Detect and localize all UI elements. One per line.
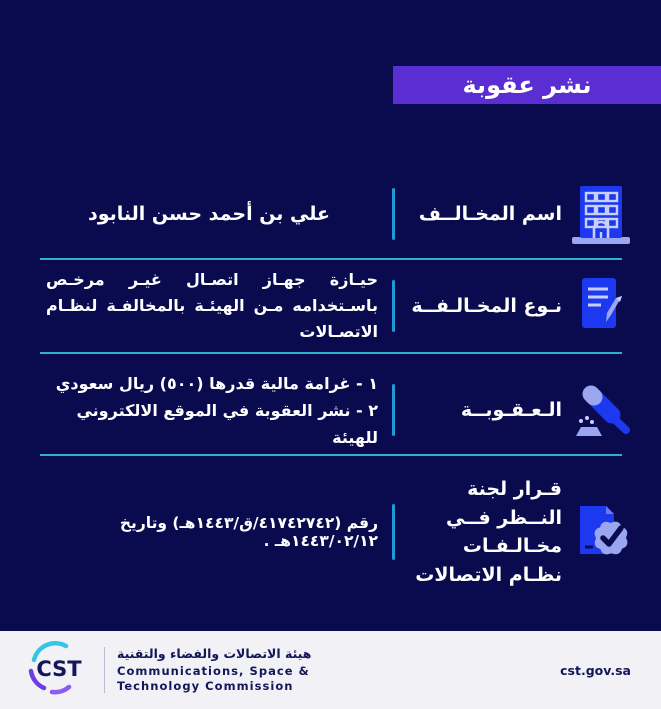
row-separator-line — [392, 384, 395, 436]
horizontal-divider — [40, 352, 622, 354]
row-committee-decision — [40, 462, 640, 602]
row-violator-name — [40, 170, 640, 258]
document-pen-icon — [562, 274, 640, 338]
footer — [0, 631, 661, 709]
website-url: cst.gov.sa — [560, 662, 631, 678]
org-name-english-line2: Technology Commission — [117, 679, 294, 693]
violation-type-value: حيـازة جهـاز اتصـال غيـر مرخـص باسـتخدامه مـن الهيئـة بالمخالفـة لنظـام الاتصـالات — [46, 270, 378, 341]
org-names — [117, 646, 311, 694]
org-name-english-line1: Communications, Space & — [117, 664, 310, 678]
penalty-item-2: ٢ - نشر العقوبة في الموقع الالكتروني للهيئة — [76, 400, 378, 447]
org-name-arabic: هيئة الاتصالات والفضاء والتقنية — [117, 646, 312, 661]
building-icon — [562, 182, 640, 246]
decision-reference-value: رقم (٤١٧٤٢٧٤٢/ق/١٤٤٣هـ) وتاريخ ١٤٤٣/٠٢/١٢هـ . — [119, 514, 378, 550]
footer-logo-divider — [104, 647, 105, 693]
penalty-item-1: ١ - غرامة مالية قدرها (٥٠٠) ريال سعودي — [55, 373, 378, 393]
banner-title: نشر عقوبة — [462, 71, 592, 99]
gavel-icon — [562, 378, 640, 442]
violator-name-value: علي بن أحمد حسن النابود — [87, 203, 331, 225]
row-separator-line — [392, 280, 395, 332]
row-separator-line — [392, 504, 395, 560]
label-violation-type: نـوع المخـالـفــة — [411, 294, 562, 317]
certificate-badge-icon — [562, 500, 640, 564]
label-committee-decision: قـرار لجنة النــظر فــي مخـالـفـات نظـام الاتصالات — [415, 478, 562, 586]
row-violation-type — [40, 260, 640, 352]
penalty-value — [40, 370, 392, 451]
horizontal-divider — [40, 454, 622, 456]
cst-logo-block — [26, 640, 311, 700]
penalty-banner — [393, 66, 661, 104]
row-penalty — [40, 356, 640, 454]
svg-text:CST: CST — [36, 657, 82, 681]
label-penalty: الـعـقـوبــة — [460, 398, 562, 421]
row-separator-line — [392, 188, 395, 240]
cst-logo — [26, 640, 92, 700]
label-violator-name: اسم المخـالــف — [418, 202, 562, 225]
